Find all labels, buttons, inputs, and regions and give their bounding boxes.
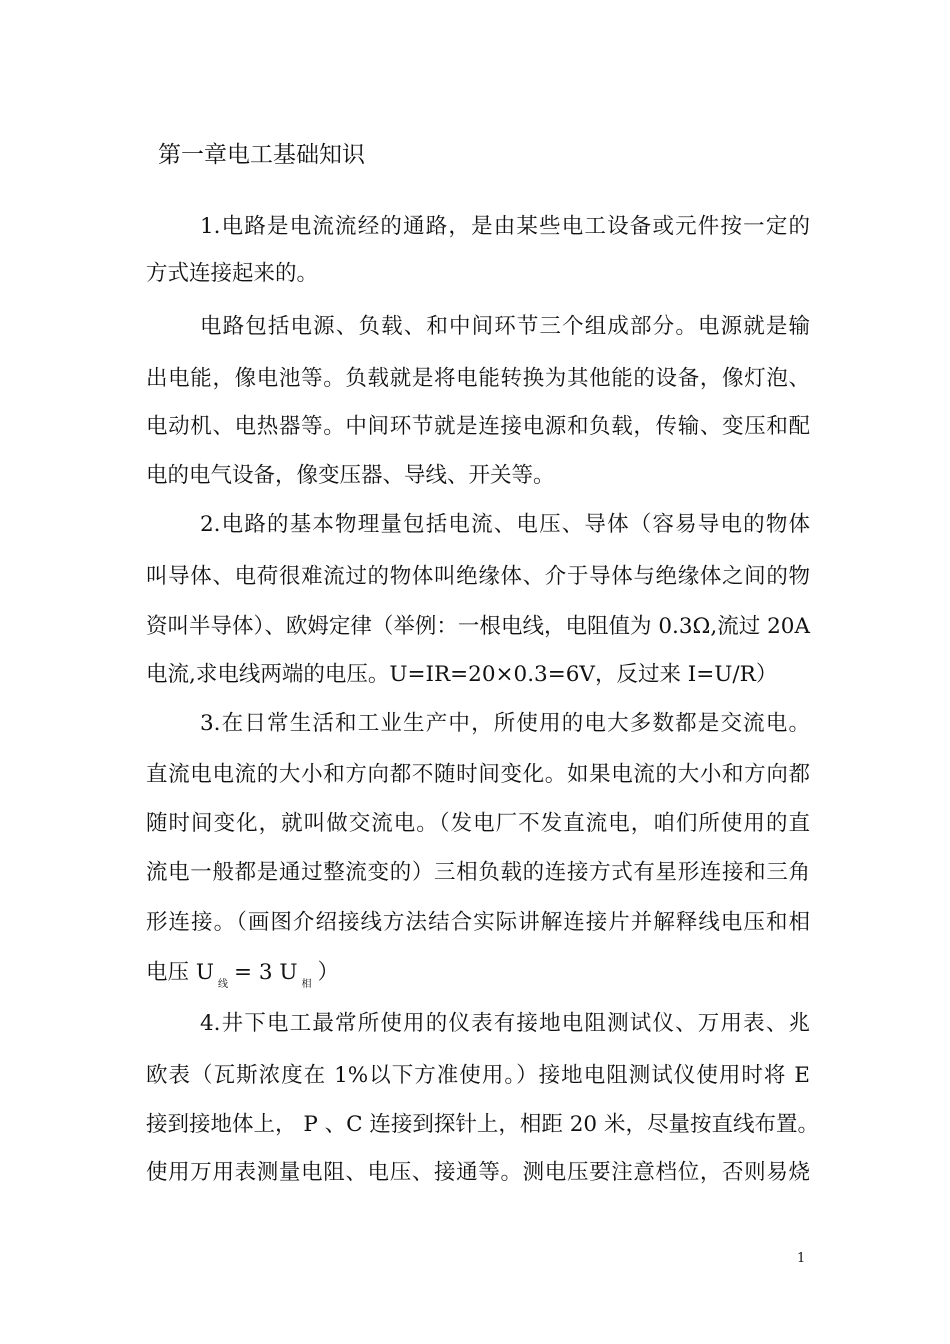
paragraph-line: 2.电路的基本物理量包括电流、电压、导体（容易导电的物体	[200, 512, 810, 537]
paragraph-line: 直流电电流的大小和方向都不随时间变化。如果电流的大小和方向都	[146, 762, 810, 787]
page-number: 1	[797, 1251, 806, 1266]
paragraph-line: 流电一般都是通过整流变的）三相负载的连接方式有星形连接和三角	[146, 860, 810, 885]
chapter-title: 第一章电工基础知识	[158, 142, 365, 168]
paragraph-line: 电的电气设备，像变压器、导线、开关等。	[146, 463, 555, 488]
paragraph-line: 形连接。（画图介绍接线方法结合实际讲解连接片并解释线电压和相	[146, 910, 810, 935]
paragraph-line: 随时间变化，就叫做交流电。（发电厂不发直流电，咱们所使用的直	[146, 811, 810, 836]
paragraph-line: 接到接地体上， P 、C 连接到探针上，相距 20 米，尽量按直线布置。	[146, 1112, 819, 1137]
paragraph-line: 3.在日常生活和工业生产中，所使用的电大多数都是交流电。	[200, 711, 810, 736]
paragraph-line: 电流,求电线两端的电压。U=IR=20×0.3=6V，反过来 I=U/R）	[146, 662, 778, 687]
formula-middle: = 3 U	[233, 960, 298, 985]
paragraph-line: 出电能，像电池等。负载就是将电能转换为其他能的设备，像灯泡、	[146, 366, 810, 391]
formula-prefix: 电压 U	[146, 960, 214, 985]
paragraph-line: 4.井下电工最常所使用的仪表有接地电阻测试仪、万用表、兆	[200, 1011, 810, 1036]
formula-suffix: ）	[317, 960, 339, 985]
paragraph-line: 资叫半导体）、欧姆定律（举例：一根电线，电阻值为 0.3Ω,流过 20A	[146, 614, 810, 639]
paragraph-line: 使用万用表测量电阻、电压、接通等。测电压要注意档位，否则易烧	[146, 1160, 810, 1185]
paragraph-line: 电动机、电热器等。中间环节就是连接电源和负载，传输、变压和配	[146, 414, 810, 439]
formula-subscript-line: 线	[217, 979, 228, 990]
paragraph-line: 方式连接起来的。	[146, 261, 319, 286]
paragraph-line: 电路包括电源、负载、和中间环节三个组成部分。电源就是输	[200, 314, 810, 339]
formula-line	[146, 958, 566, 1000]
paragraph-line: 1.电路是电流流经的通路，是由某些电工设备或元件按一定的	[200, 214, 810, 239]
paragraph-line: 叫导体、电荷很难流过的物体叫绝缘体、介于导体与绝缘体之间的物	[146, 564, 810, 589]
paragraph-line: 欧表（瓦斯浓度在 1%以下方准使用。）接地电阻测试仪使用时将 E	[146, 1063, 810, 1088]
formula-subscript-phase: 相	[301, 979, 312, 990]
